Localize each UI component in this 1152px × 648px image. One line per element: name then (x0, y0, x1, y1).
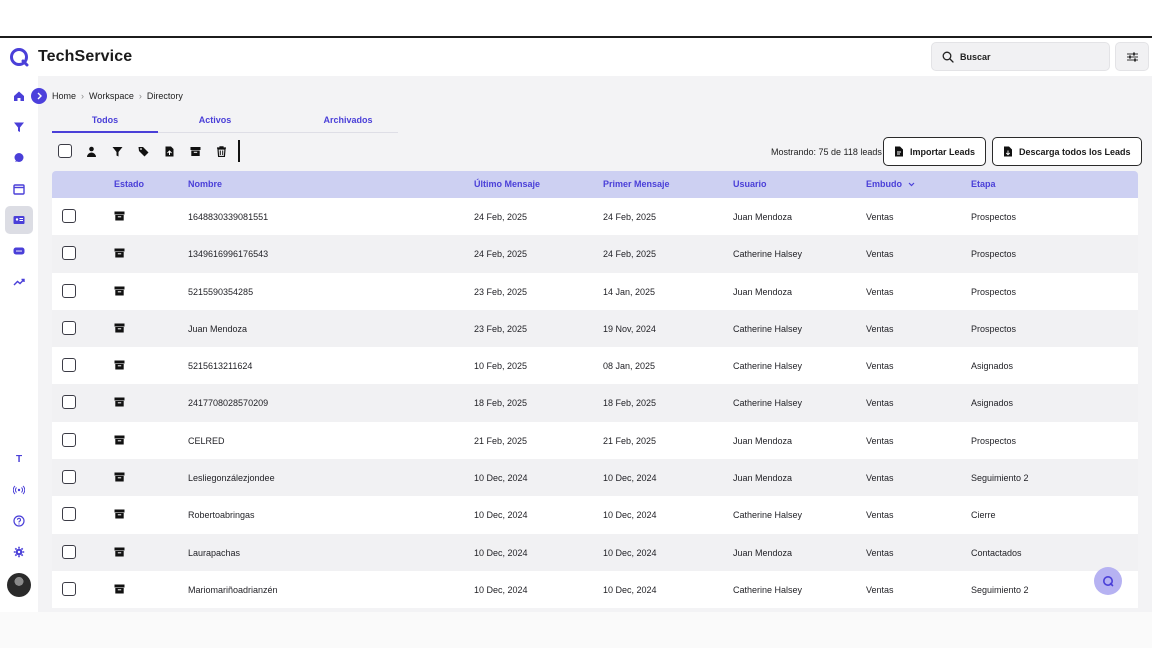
sidebar-item-messages[interactable] (5, 237, 33, 265)
col-usuario[interactable]: Usuario (733, 179, 767, 189)
table-row[interactable] (52, 235, 1138, 272)
calendar-icon (13, 183, 25, 195)
cell-ultimo: 18 Feb, 2025 (474, 398, 528, 409)
table-body (52, 198, 1138, 608)
logo-icon (9, 47, 29, 67)
bottom-strip (0, 612, 1152, 648)
export-button[interactable] (156, 139, 182, 163)
cell-nombre[interactable]: 1648830339081551 (188, 212, 269, 222)
app-header (0, 38, 1152, 76)
sidebar-item-funnel[interactable] (5, 113, 33, 141)
cell-etapa: Asignados (971, 398, 1014, 409)
cell-embudo: Ventas (866, 323, 894, 334)
help-icon (13, 515, 25, 527)
trend-icon (13, 276, 25, 288)
cell-ultimo: 23 Feb, 2025 (474, 286, 528, 297)
search-icon (942, 51, 954, 63)
tag-icon (138, 146, 149, 157)
chevron-right-icon: › (81, 91, 85, 101)
cell-usuario: Catherine Halsey (733, 398, 803, 409)
table-row[interactable] (52, 571, 1138, 608)
import-leads-button[interactable] (883, 137, 986, 166)
download-leads-label: Descarga todos los Leads (1019, 146, 1131, 157)
cell-embudo: Ventas (866, 212, 894, 222)
cell-usuario: Juan Mendoza (733, 547, 793, 558)
cell-usuario: Catherine Halsey (733, 584, 803, 595)
tag-button[interactable] (130, 139, 156, 163)
cell-usuario: Catherine Halsey (733, 249, 803, 260)
table-row[interactable] (52, 347, 1138, 384)
file-download-icon (1003, 146, 1013, 157)
sliders-icon (1127, 52, 1138, 62)
download-leads-button[interactable] (992, 137, 1142, 166)
cell-etapa: Prospectos (971, 323, 1017, 334)
sidebar-item-home[interactable] (5, 82, 33, 110)
tabs (52, 111, 398, 133)
cell-usuario: Juan Mendoza (733, 286, 793, 297)
col-embudo[interactable] (866, 179, 915, 189)
table-row[interactable] (52, 459, 1138, 496)
broadcast-icon (13, 484, 25, 496)
file-icon (894, 146, 904, 157)
row-checkbox[interactable] (62, 433, 76, 447)
breadcrumb-workspace[interactable]: Workspace (89, 91, 134, 101)
funnel-icon (13, 121, 25, 133)
row-checkbox[interactable] (62, 209, 76, 223)
cell-usuario: Juan Mendoza (733, 212, 793, 222)
gear-icon (13, 546, 25, 558)
cell-ultimo: 10 Dec, 2024 (474, 547, 528, 558)
cell-embudo: Ventas (866, 510, 894, 521)
cell-usuario: Juan Mendoza (733, 435, 793, 446)
cell-ultimo: 23 Feb, 2025 (474, 323, 528, 334)
tab-archivados[interactable]: Archivados (323, 115, 373, 125)
cell-ultimo: 24 Feb, 2025 (474, 249, 528, 260)
table-row[interactable] (52, 198, 1138, 235)
cell-primero: 19 Nov, 2024 (603, 323, 656, 334)
cell-primero: 10 Dec, 2024 (603, 584, 657, 595)
cell-usuario: Catherine Halsey (733, 510, 803, 521)
sidebar-item-analytics[interactable] (5, 268, 33, 296)
table-row[interactable] (52, 384, 1138, 421)
archive-icon (114, 248, 125, 258)
col-etapa[interactable]: Etapa (971, 179, 996, 189)
cell-embudo: Ventas (866, 435, 894, 446)
cell-nombre[interactable]: Juan Mendoza (188, 323, 248, 334)
tab-todos[interactable]: Todos (52, 115, 158, 133)
cell-nombre[interactable]: Mariomariñoadrianzén (188, 584, 278, 595)
archive-icon (114, 211, 125, 221)
contacts-icon (13, 214, 25, 226)
col-ultimo-mensaje[interactable]: Último Mensaje (474, 179, 541, 189)
cell-etapa: Cierre (971, 510, 996, 521)
table-header (52, 171, 1138, 198)
search-input[interactable] (960, 52, 1100, 62)
cell-etapa: Contactados (971, 547, 1022, 558)
cell-nombre[interactable]: Laurapachas (188, 547, 241, 558)
row-checkbox[interactable] (62, 321, 76, 335)
breadcrumb-home[interactable]: Home (52, 91, 77, 101)
sidebar-item-calendar[interactable] (5, 175, 33, 203)
sidebar-item-contacts[interactable] (5, 206, 33, 234)
messages-icon (13, 245, 25, 257)
table-row[interactable] (52, 496, 1138, 533)
sidebar-item-help[interactable] (5, 507, 33, 535)
chevron-down-icon (908, 182, 915, 187)
breadcrumb (52, 91, 183, 101)
cell-embudo: Ventas (866, 249, 894, 260)
cell-usuario: Catherine Halsey (733, 361, 803, 372)
cell-ultimo: 21 Feb, 2025 (474, 435, 528, 446)
sidebar-item-broadcast[interactable] (5, 476, 33, 504)
search-box[interactable] (931, 42, 1110, 71)
archive-icon (114, 323, 125, 333)
cell-embudo: Ventas (866, 473, 894, 484)
archive-icon (114, 397, 125, 407)
cell-nombre[interactable]: Robertoabringas (188, 510, 255, 521)
archive-button[interactable] (182, 139, 208, 163)
row-checkbox[interactable] (62, 545, 76, 559)
user-icon (86, 146, 97, 157)
leads-table (52, 171, 1138, 608)
leads-count: Mostrando: 75 de 118 leads (771, 147, 882, 157)
cell-usuario: Catherine Halsey (733, 323, 803, 334)
cell-primero: 24 Feb, 2025 (603, 212, 657, 222)
breadcrumb-directory[interactable]: Directory (146, 91, 183, 101)
cell-nombre[interactable]: 2417708028570209 (188, 398, 269, 409)
cell-etapa: Prospectos (971, 435, 1017, 446)
table-row[interactable] (52, 273, 1138, 310)
cell-primero: 10 Dec, 2024 (603, 547, 657, 558)
archive-icon (114, 435, 125, 445)
select-all-checkbox[interactable] (52, 139, 78, 163)
row-checkbox[interactable] (62, 358, 76, 372)
col-embudo-label: Embudo (866, 179, 902, 189)
cell-etapa: Seguimiento 2 (971, 473, 1029, 484)
row-checkbox[interactable] (62, 284, 76, 298)
archive-icon (190, 146, 201, 157)
cell-primero: 24 Feb, 2025 (603, 249, 657, 260)
brand-name: TechService (38, 48, 133, 65)
cell-nombre[interactable]: CELRED (188, 435, 225, 446)
archive-icon (114, 360, 125, 370)
table-row[interactable] (52, 422, 1138, 459)
cell-etapa: Prospectos (971, 249, 1017, 260)
sidebar (0, 76, 38, 612)
assistant-fab[interactable] (1094, 567, 1122, 595)
cell-ultimo: 10 Dec, 2024 (474, 473, 528, 484)
cell-primero: 08 Jan, 2025 (603, 361, 656, 372)
cell-primero: 14 Jan, 2025 (603, 286, 656, 297)
row-checkbox[interactable] (62, 582, 76, 596)
row-checkbox[interactable] (62, 507, 76, 521)
cell-etapa: Seguimiento 2 (971, 584, 1029, 595)
text-icon: T (15, 453, 23, 465)
row-checkbox[interactable] (62, 246, 76, 260)
home-icon (13, 90, 25, 102)
archive-icon (114, 472, 125, 482)
bulk-toolbar (52, 139, 240, 163)
chevron-right-icon: › (138, 91, 142, 101)
cell-ultimo: 10 Dec, 2024 (474, 584, 528, 595)
archive-icon (114, 584, 125, 594)
table-row[interactable] (52, 534, 1138, 571)
row-checkbox[interactable] (62, 470, 76, 484)
cell-primero: 18 Feb, 2025 (603, 398, 657, 409)
chat-icon (13, 152, 25, 164)
cell-primero: 10 Dec, 2024 (603, 473, 657, 484)
sidebar-item-settings[interactable] (5, 538, 33, 566)
funnel-button[interactable] (104, 139, 130, 163)
main-content (38, 76, 1152, 612)
archive-icon (114, 286, 125, 296)
assistant-icon (1102, 575, 1114, 587)
import-leads-label: Importar Leads (910, 146, 976, 157)
cell-embudo: Ventas (866, 286, 894, 297)
cell-etapa: Prospectos (971, 286, 1017, 297)
table-row[interactable] (52, 310, 1138, 347)
funnel-icon (112, 146, 123, 157)
archive-icon (114, 509, 125, 519)
cell-embudo: Ventas (866, 547, 894, 558)
cell-usuario: Juan Mendoza (733, 473, 793, 484)
cell-embudo: Ventas (866, 398, 894, 409)
sidebar-item-templates[interactable] (5, 445, 33, 473)
col-nombre[interactable]: Nombre (188, 179, 223, 189)
col-primer-mensaje[interactable]: Primer Mensaje (603, 179, 670, 189)
cell-nombre[interactable]: 5215590354285 (188, 286, 254, 297)
cell-embudo: Ventas (866, 361, 894, 372)
delete-button[interactable] (208, 139, 234, 163)
cell-nombre[interactable]: 1349616996176543 (188, 249, 269, 260)
cell-ultimo: 10 Feb, 2025 (474, 361, 528, 372)
cell-primero: 10 Dec, 2024 (603, 510, 657, 521)
cell-nombre[interactable]: Lesliegonzálezjondee (188, 473, 275, 484)
cell-primero: 21 Feb, 2025 (603, 435, 657, 446)
collapse-sidebar-button[interactable] (31, 88, 47, 104)
cell-embudo: Ventas (866, 584, 894, 595)
col-estado[interactable]: Estado (114, 179, 145, 189)
cell-etapa: Prospectos (971, 212, 1017, 222)
tab-activos[interactable]: Activos (198, 115, 232, 125)
trash-icon (216, 146, 227, 157)
filters-button[interactable] (1115, 42, 1149, 71)
avatar[interactable] (7, 573, 31, 597)
file-export-icon (164, 146, 175, 157)
cell-nombre[interactable]: 5215613211624 (188, 361, 253, 372)
sidebar-item-chat[interactable] (5, 144, 33, 172)
archive-icon (114, 547, 125, 557)
cell-ultimo: 10 Dec, 2024 (474, 510, 528, 521)
chevron-right-icon (36, 92, 43, 100)
row-checkbox[interactable] (62, 395, 76, 409)
cell-ultimo: 24 Feb, 2025 (474, 212, 528, 222)
cell-etapa: Asignados (971, 361, 1014, 372)
assign-user-button[interactable] (78, 139, 104, 163)
text-cursor (238, 140, 240, 162)
